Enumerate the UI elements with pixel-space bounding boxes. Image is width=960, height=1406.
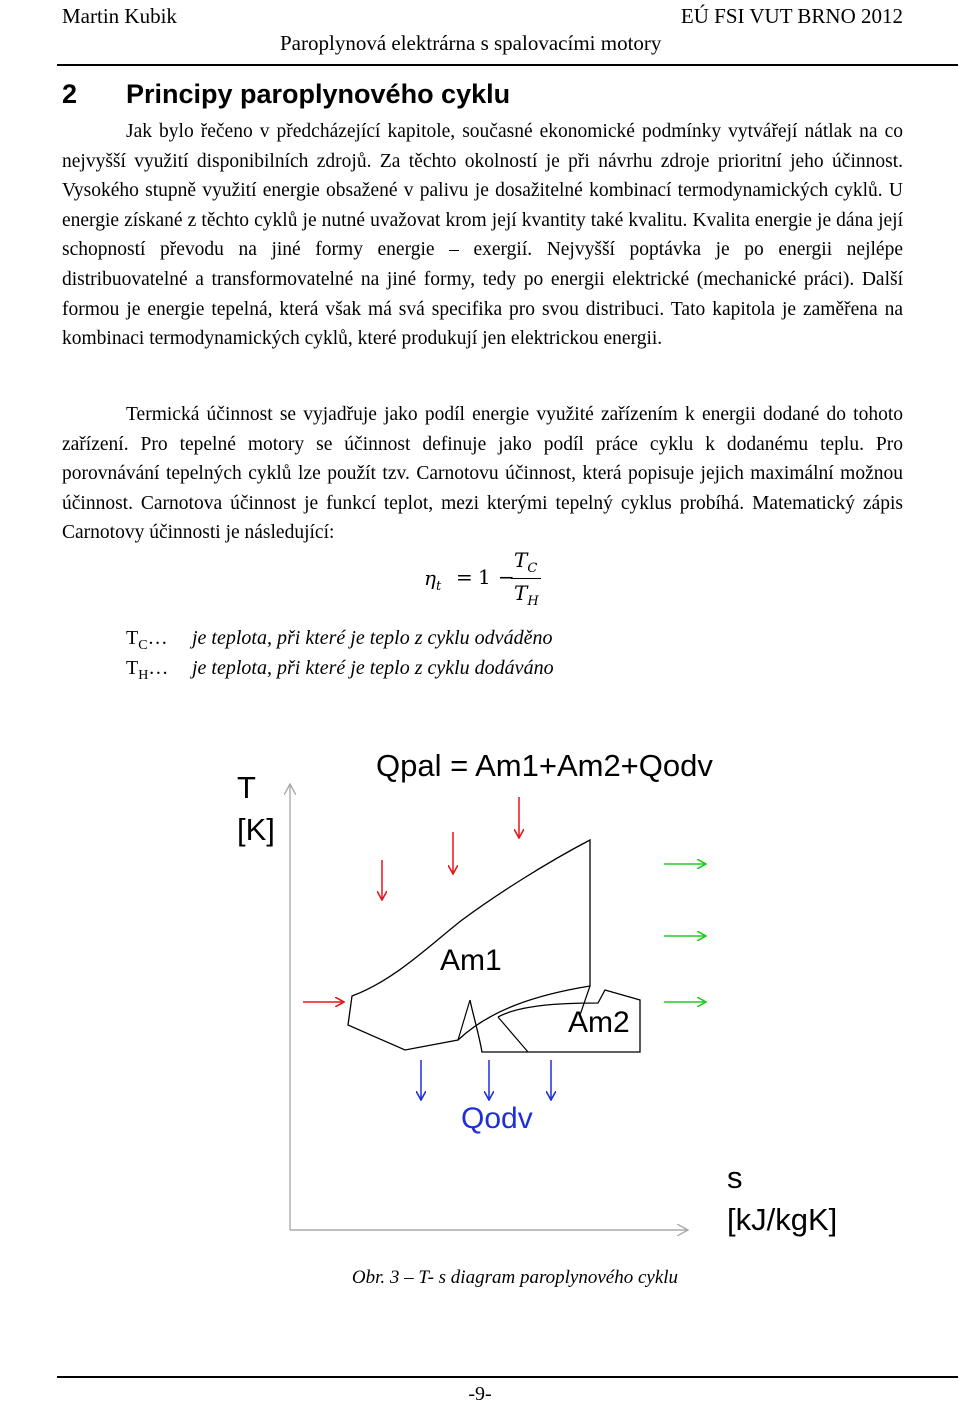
chapter-heading xyxy=(62,79,510,110)
label-am2: Am2 xyxy=(568,1006,630,1039)
steam-cycle-inner-line xyxy=(498,1017,528,1052)
formula-one: 1 xyxy=(478,565,491,589)
definition-symbol: $T_C\dots$ xyxy=(126,627,168,653)
formula-denominator: $T_H$ xyxy=(514,581,539,609)
footer-rule xyxy=(57,1376,958,1378)
definition-th xyxy=(126,657,554,684)
s-axis-label-symbol: s xyxy=(727,1160,743,1195)
page-number: -9- xyxy=(468,1383,492,1405)
definition-tc xyxy=(126,627,552,654)
header-rule xyxy=(57,64,958,66)
header-author: Martin Kubik xyxy=(62,4,177,28)
paragraph-efficiency: Termická účinnost se vyjadřuje jako podíl energie využité zařízením k energii dodané do tohoto zařízení. Pro tepelné motory se účinnost definuje jako podíl práce cyklu k dodanému teplu. Pro porovnávání tepelných cyklů lze použít tzv. Carnotovu účinnost, která popisuje jejich maximální možnou účinnost. Carnotova účinnost je funkcí teplot, mezi kterými tepelný cyklus probíhá. Matematický zápis Carnotovy účinnosti je následující: xyxy=(62,404,903,544)
ts-diagram xyxy=(220,740,840,1250)
definition-text: je teplota, při které je teplo z cyklu odváděno xyxy=(192,627,553,649)
formula-equals: = xyxy=(456,565,473,589)
page-header xyxy=(0,2,960,64)
carnot-efficiency-formula xyxy=(420,545,580,611)
definition-symbol: $T_H\dots$ xyxy=(126,657,169,683)
t-axis-label-symbol: T xyxy=(237,770,256,805)
label-am1: Am1 xyxy=(440,944,502,977)
energy-balance-equation: Qpal = Am1+Am2+Qodv xyxy=(376,748,713,783)
formula-eta: $\eta_t$ xyxy=(424,566,442,594)
header-institution: EÚ FSI VUT BRNO 2012 xyxy=(680,4,903,28)
formula-numerator: $T_C$ xyxy=(514,548,538,576)
paragraph-intro: Jak bylo řečeno v předcházející kapitole, současné ekonomické podmínky vytvářejí nátlak na co nejvyšší využití disponibilních zdrojů. Za těchto okolností je při návrhu zdroje prioritní jeho účinnost. Vysokého stupně využití energie obsažené v palivu je dosažitelné kombinací termodynamických cyklů. U energie získané z těchto cyklů je nutné uvažovat krom její kvantity také kvalitu. Kvalita energie je dána její schopností převodu na jiné formy energie – exergií. Nejvyšší poptávka je po energii nejlépe distribuovatelné a transformovatelné na jiné formy, tedy po energii elektrické (mechanické práci). Další formou je energie tepelná, která však má svá specifika pro svou distribuci. Tato kapitola je zaměřena na kombinaci termodynamických cyklů, které produkují jen elektrickou energii. xyxy=(62,121,903,350)
header-document-title: Paroplynová elektrárna s spalovacími motory xyxy=(280,31,662,55)
formula-minus: − xyxy=(498,565,515,589)
chapter-number: 2 xyxy=(62,79,78,109)
figure-caption: Obr. 3 – T- s diagram paroplynového cyklu xyxy=(351,1267,679,1288)
formula-fraction-bar xyxy=(511,578,541,579)
chapter-title: Principy paroplynového cyklu xyxy=(126,79,511,109)
t-axis-label-unit: [K] xyxy=(237,812,275,847)
label-qodv: Qodv xyxy=(461,1102,533,1135)
definition-text: je teplota, při které je teplo z cyklu dodáváno xyxy=(192,657,554,679)
s-axis-label-unit: [kJ/kgK] xyxy=(727,1202,838,1237)
